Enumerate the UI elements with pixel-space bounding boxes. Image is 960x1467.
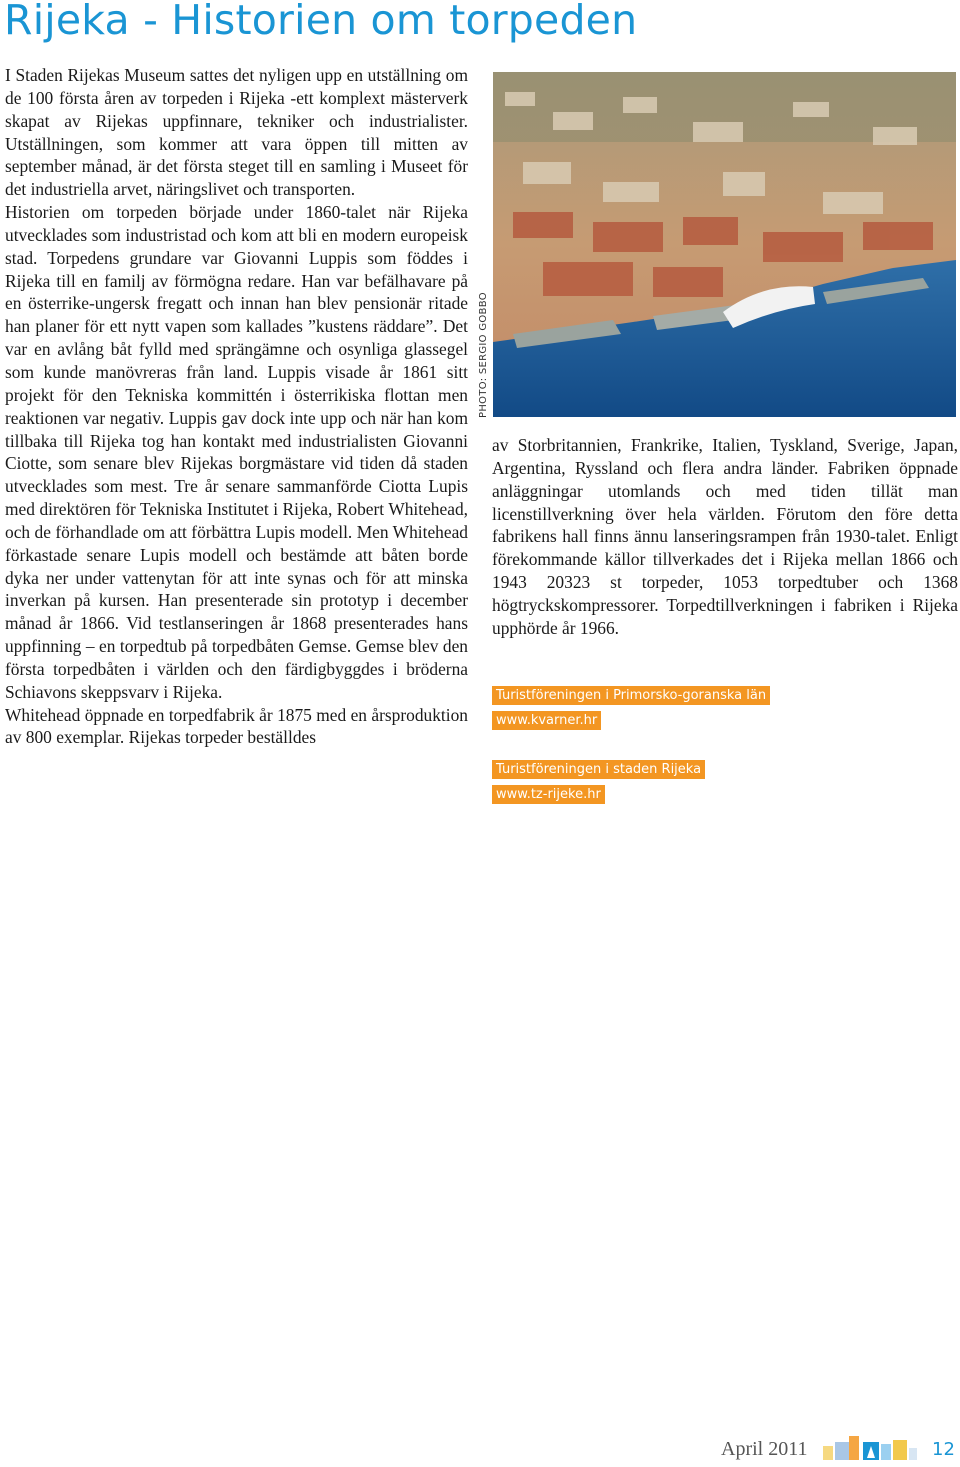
page-number: 12 (932, 1439, 955, 1460)
magazine-logo (823, 1432, 917, 1462)
exports-paragraph: av Storbritannien, Frankrike, Italien, Tyskland, Sverige, Japan, Argentina, Ryssland och flera andra länder. Fabriken öppnade anläggningar utomlands och med tiden tillät man licenstillverkning över hela världen. Förutom den före detta fabrikens hall finns ännu lanseringsrampen från 1930-talet. Enligt förekommande källor tillverkades det i Rijeka mellan 1866 och 1943 20323 st torpeder, 1053 torpedtuber och 1368 högtryckskompressorer. Torpedtillverkningen i fabriken i Rijeka upphörde år 1966. (492, 435, 958, 638)
rijeka-harbor-photo (493, 72, 956, 417)
intro-paragraph: I Staden Rijekas Museum sattes det nyligen upp en utställning om de 100 första åren av torpeden i Rijeka -ett komplext mästerverk skapat av Rijekas uppfinnare, tekniker och industrialister. Utställningen, som kommer att vara öppen till mitten av september månad, är det första steget till en samling i Museet för det industriella arvet, näringslivet och transporten. (5, 65, 468, 200)
history-paragraph: Historien om torpeden började under 1860-talet när Rijeka utvecklades som industristad och kom att bli en modern europeisk stad. Torpedens grundare var Giovanni Luppis som föddes i Rijeka till en familj av förmögna redare. Han var befälhavare på en österrike-ungersk fregatt och innan han blev pensionär ritade han planer för ett nytt vapen som kallades ”kustens räddare”. Det var en avlång båt fylld med sprängämne och osynliga glassegel som kunde manövreras från land. Luppis visade år 1861 sitt projekt för den Tekniska kommittén i österrikiska flottan men reaktionen var negativ. Luppis gav dock inte upp och när han kom tillbaka till Rijeka tog han kontakt med industrialisten Giovanni Ciotte, som senare blev Rijekas borgmästare vid tiden då staden utvecklades som mest. Tre år senare sammanförde Ciotta Lupis med direktören för Tekniska Institutet i Rijeka, Robert Whitehead, och de förhandlade om att förbättra Lupis modell. Men Whitehead förkastade senare Lupis modell och bestämde att båten borde dyka ner under vattenytan för att inte synas och för att minska inverkan på kursen. Han presenterade sin prototyp i december månad år 1866. Vid testlanseringen år 1868 presenterades hans uppfinning – en torpedtub på torpedbåten Gemse. Gemse blev den första torpedbåten i världen och den färdigbyggdes i bröderna Schiavons skeppsvarv i Rijeka. (5, 202, 468, 702)
tourist-board-county-label: Turistföreningen i Primorsko-goranska län (492, 686, 770, 705)
photo-credit: PHOTO: SERGIO GOBBO (478, 292, 489, 418)
article-title: Rijeka - Historien om torpeden (4, 0, 638, 44)
tourist-board-city-link[interactable]: www.tz-rijeke.hr (492, 785, 605, 804)
left-column (5, 64, 468, 749)
issue-date: April 2011 (721, 1438, 808, 1460)
right-column (492, 434, 958, 640)
tourist-board-city-label: Turistföreningen i staden Rijeka (492, 760, 705, 779)
factory-paragraph: Whitehead öppnade en torpedfabrik år 1875 med en årsproduktion av 800 exemplar. Rijekas torpeder beställdes (5, 704, 468, 748)
tourist-board-county-link[interactable]: www.kvarner.hr (492, 711, 601, 730)
